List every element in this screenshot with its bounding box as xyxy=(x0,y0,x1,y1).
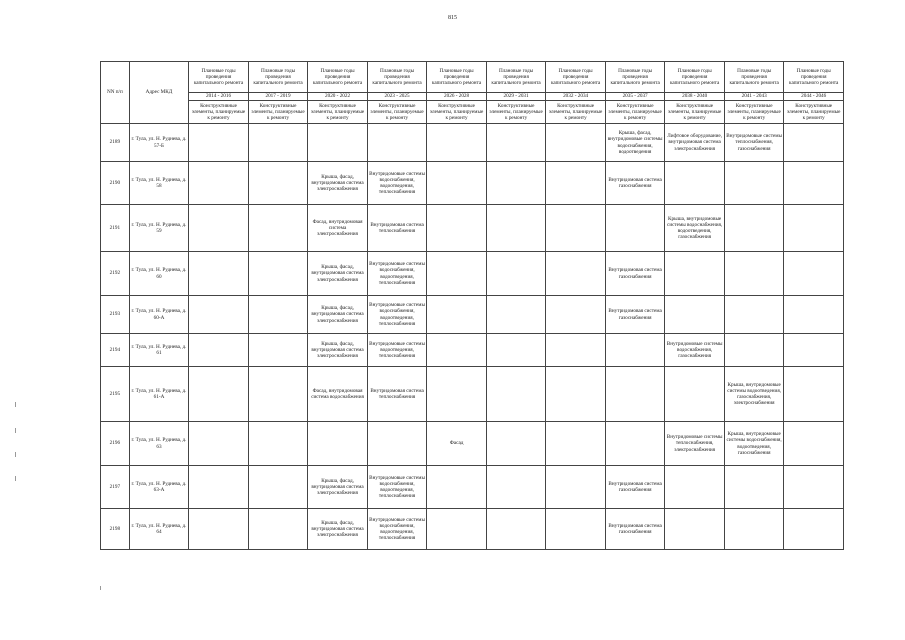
repair-cell: Крыша, фасад, внутридомовая система электроснабжения xyxy=(308,334,368,367)
repair-cell xyxy=(546,466,606,509)
repair-cell xyxy=(248,466,308,509)
repair-cell xyxy=(665,367,725,422)
column-header-elements-label: Конструктивные элементы, планируемые к ремонту xyxy=(605,101,665,124)
column-header-period: 2020 - 2022 xyxy=(308,93,368,101)
repair-cell xyxy=(189,466,249,509)
repair-cell xyxy=(248,252,308,296)
repair-cell xyxy=(486,422,546,466)
column-header-period: 2032 - 2034 xyxy=(546,93,606,101)
repair-cell: Внутридомовые системы водоотведения, теплоснабжения xyxy=(367,334,427,367)
repair-cell xyxy=(189,334,249,367)
repair-cell xyxy=(486,162,546,205)
repair-cell xyxy=(724,509,784,550)
repair-cell xyxy=(248,509,308,550)
column-header-period: 2014 - 2016 xyxy=(189,93,249,101)
table-body xyxy=(101,124,844,550)
repair-cell xyxy=(724,466,784,509)
repair-cell xyxy=(189,124,249,162)
repair-cell xyxy=(784,296,844,334)
repair-cell: Фасад xyxy=(427,422,487,466)
repair-cell: Внутридомовая система теплоснабжения xyxy=(367,367,427,422)
repair-cell: Внутридомовые системы теплоснабжения, газоснабжения xyxy=(724,124,784,162)
row-number: 2193 xyxy=(101,296,130,334)
repair-cell xyxy=(248,334,308,367)
repair-cell xyxy=(784,509,844,550)
repair-cell xyxy=(665,296,725,334)
repair-cell xyxy=(427,509,487,550)
repair-cell: Внутридомовые системы водоснабжения, водоотведения, теплоснабжения xyxy=(367,252,427,296)
repair-cell xyxy=(248,296,308,334)
repair-cell xyxy=(486,466,546,509)
repair-cell xyxy=(546,509,606,550)
column-header-elements-label: Конструктивные элементы, планируемые к ремонту xyxy=(486,101,546,124)
repair-cell: Крыша, внутридомовые системы водоотведения, газоснабжения, электроснабжения xyxy=(724,367,784,422)
repair-cell xyxy=(248,205,308,252)
repair-cell xyxy=(605,205,665,252)
table-row xyxy=(101,509,844,550)
row-number: 2197 xyxy=(101,466,130,509)
repair-cell xyxy=(605,422,665,466)
repair-cell: Внутридомовая система газоснабжения xyxy=(605,296,665,334)
column-header-period: 2023 - 2025 xyxy=(367,93,427,101)
repair-cell: Внутридомовые системы водоснабжения, водоотведения, теплоснабжения xyxy=(367,466,427,509)
column-header-period: 2044 - 2046 xyxy=(784,93,844,101)
column-header-plan-label: Плановые годы проведения капитального ремонта xyxy=(248,62,308,93)
repair-cell xyxy=(308,422,368,466)
repair-cell xyxy=(248,124,308,162)
column-header-elements-label: Конструктивные элементы, планируемые к ремонту xyxy=(665,101,725,124)
column-header-number: NN п/п xyxy=(101,62,130,124)
column-header-elements-label: Конструктивные элементы, планируемые к ремонту xyxy=(308,101,368,124)
row-number: 2196 xyxy=(101,422,130,466)
repair-cell: Крыша, фасад, внутридомовая система электроснабжения xyxy=(308,162,368,205)
row-number: 2194 xyxy=(101,334,130,367)
table-row xyxy=(101,466,844,509)
repair-cell xyxy=(427,124,487,162)
repair-cell xyxy=(486,296,546,334)
repair-cell: Внутридомовая система газоснабжения xyxy=(605,466,665,509)
repair-cell xyxy=(665,466,725,509)
repair-cell: Внутридомовые системы водоснабжения, водоотведения, теплоснабжения xyxy=(367,509,427,550)
repair-cell xyxy=(248,422,308,466)
repair-cell xyxy=(724,205,784,252)
repair-cell xyxy=(546,367,606,422)
row-number: 2191 xyxy=(101,205,130,252)
repair-cell xyxy=(486,367,546,422)
repair-cell: Внутридомовая система газоснабжения xyxy=(605,162,665,205)
repair-cell xyxy=(486,124,546,162)
page-number: 815 xyxy=(448,15,457,21)
table-row xyxy=(101,205,844,252)
column-header-elements-label: Конструктивные элементы, планируемые к ремонту xyxy=(784,101,844,124)
table-row xyxy=(101,334,844,367)
repair-cell xyxy=(367,422,427,466)
column-header-elements-label: Конструктивные элементы, планируемые к ремонту xyxy=(189,101,249,124)
repair-cell xyxy=(189,205,249,252)
row-number: 2192 xyxy=(101,252,130,296)
column-header-plan-label: Плановые годы проведения капитального ремонта xyxy=(427,62,487,93)
repair-cell xyxy=(427,334,487,367)
row-number: 2190 xyxy=(101,162,130,205)
repair-cell: Внутридомовая система теплоснабжения xyxy=(367,205,427,252)
repair-cell: Крыша, фасад, внутридомовые системы водоснабжения, водоотведения xyxy=(605,124,665,162)
table-row xyxy=(101,367,844,422)
capital-repair-table xyxy=(100,61,844,550)
margin-tick xyxy=(15,402,16,407)
repair-cell xyxy=(724,252,784,296)
repair-cell xyxy=(546,205,606,252)
repair-cell xyxy=(784,466,844,509)
column-header-period: 2029 - 2031 xyxy=(486,93,546,101)
column-header-plan-label: Плановые годы проведения капитального ремонта xyxy=(486,62,546,93)
repair-cell xyxy=(427,466,487,509)
repair-cell: Лифтовое оборудование, внутридомовая система электроснабжения xyxy=(665,124,725,162)
repair-cell xyxy=(546,124,606,162)
column-header-plan-label: Плановые годы проведения капитального ремонта xyxy=(367,62,427,93)
repair-cell: Внутридомовые системы теплоснабжения, электроснабжения xyxy=(665,422,725,466)
repair-cell xyxy=(486,334,546,367)
repair-cell xyxy=(665,509,725,550)
repair-cell: Внутридомовая система газоснабжения xyxy=(605,509,665,550)
column-header-elements-label: Конструктивные элементы, планируемые к ремонту xyxy=(724,101,784,124)
repair-cell xyxy=(427,252,487,296)
row-address: г. Тула, ул. Н. Руднева, д. 57-Б xyxy=(129,124,189,162)
repair-cell xyxy=(784,162,844,205)
row-number: 2195 xyxy=(101,367,130,422)
margin-tick xyxy=(100,586,101,590)
column-header-address: Адрес МКД xyxy=(129,62,189,124)
repair-cell: Внутридомовые системы водоснабжения, водоотведения, теплоснабжения xyxy=(367,296,427,334)
repair-cell xyxy=(189,367,249,422)
repair-cell xyxy=(784,252,844,296)
repair-cell xyxy=(784,334,844,367)
column-header-elements-label: Конструктивные элементы, планируемые к ремонту xyxy=(546,101,606,124)
column-header-period: 2017 - 2019 xyxy=(248,93,308,101)
column-header-plan-label: Плановые годы проведения капитального ремонта xyxy=(724,62,784,93)
repair-cell xyxy=(784,422,844,466)
repair-cell: Крыша, внутридомовые системы водоснабжения, водоотведения, газоснабжения xyxy=(665,205,725,252)
repair-cell xyxy=(784,205,844,252)
repair-cell xyxy=(665,252,725,296)
column-header-period: 2035 - 2037 xyxy=(605,93,665,101)
table-row xyxy=(101,422,844,466)
repair-cell: Внутридомовая система газоснабжения xyxy=(605,252,665,296)
column-header-elements-label: Конструктивные элементы, планируемые к ремонту xyxy=(427,101,487,124)
repair-cell xyxy=(189,162,249,205)
row-address: г. Тула, ул. Н. Руднева, д. 63 xyxy=(129,422,189,466)
repair-cell xyxy=(546,422,606,466)
repair-cell xyxy=(784,124,844,162)
row-address: г. Тула, ул. Н. Руднева, д. 61-А xyxy=(129,367,189,422)
row-address: г. Тула, ул. Н. Руднева, д. 64 xyxy=(129,509,189,550)
repair-cell xyxy=(427,296,487,334)
column-header-period: 2038 - 2040 xyxy=(665,93,725,101)
repair-cell xyxy=(486,252,546,296)
column-header-elements-label: Конструктивные элементы, планируемые к ремонту xyxy=(248,101,308,124)
repair-cell xyxy=(308,124,368,162)
repair-cell xyxy=(248,162,308,205)
repair-cell xyxy=(189,252,249,296)
repair-cell xyxy=(427,162,487,205)
margin-tick xyxy=(15,476,16,481)
repair-cell xyxy=(546,162,606,205)
row-number: 2198 xyxy=(101,509,130,550)
repair-cell: Фасад, внутридомовая система водоснабжения xyxy=(308,367,368,422)
table-row xyxy=(101,296,844,334)
repair-cell: Внутридомовые системы водоснабжения, водоотведения, теплоснабжения xyxy=(367,162,427,205)
repair-cell xyxy=(605,334,665,367)
repair-cell xyxy=(665,162,725,205)
row-address: г. Тула, ул. Н. Руднева, д. 60-А xyxy=(129,296,189,334)
repair-cell: Крыша, фасад, внутридомовая система электроснабжения xyxy=(308,509,368,550)
row-address: г. Тула, ул. Н. Руднева, д. 59 xyxy=(129,205,189,252)
column-header-period: 2026 - 2028 xyxy=(427,93,487,101)
repair-cell: Крыша, фасад, внутридомовая система электроснабжения xyxy=(308,296,368,334)
row-address: г. Тула, ул. Н. Руднева, д. 60 xyxy=(129,252,189,296)
row-address: г. Тула, ул. Н. Руднева, д. 63-А xyxy=(129,466,189,509)
column-header-plan-label: Плановые годы проведения капитального ремонта xyxy=(308,62,368,93)
repair-cell: Внутридомовые системы водоснабжения, газоснабжения xyxy=(665,334,725,367)
repair-cell xyxy=(724,334,784,367)
margin-tick xyxy=(15,452,16,457)
repair-cell xyxy=(724,296,784,334)
repair-cell xyxy=(189,509,249,550)
repair-cell xyxy=(427,205,487,252)
row-number: 2189 xyxy=(101,124,130,162)
repair-cell xyxy=(486,509,546,550)
table-header xyxy=(101,62,844,124)
repair-cell xyxy=(546,252,606,296)
repair-cell xyxy=(427,367,487,422)
repair-cell: Крыша, фасад, внутридомовая система электроснабжения xyxy=(308,466,368,509)
repair-cell xyxy=(784,367,844,422)
repair-cell xyxy=(605,367,665,422)
repair-cell: Крыша, внутридомовые системы водоснабжения, водоотведения, газоснабжения xyxy=(724,422,784,466)
repair-cell: Фасад, внутридомовая система электроснабжения xyxy=(308,205,368,252)
column-header-plan-label: Плановые годы проведения капитального ремонта xyxy=(189,62,249,93)
repair-cell xyxy=(486,205,546,252)
row-address: г. Тула, ул. Н. Руднева, д. 61 xyxy=(129,334,189,367)
repair-cell xyxy=(724,162,784,205)
column-header-plan-label: Плановые годы проведения капитального ремонта xyxy=(546,62,606,93)
column-header-elements-label: Конструктивные элементы, планируемые к ремонту xyxy=(367,101,427,124)
repair-cell xyxy=(546,334,606,367)
repair-cell: Крыша, фасад, внутридомовая система электроснабжения xyxy=(308,252,368,296)
repair-cell xyxy=(189,422,249,466)
margin-tick xyxy=(15,428,16,433)
column-header-plan-label: Плановые годы проведения капитального ремонта xyxy=(605,62,665,93)
table-row xyxy=(101,162,844,205)
repair-cell xyxy=(367,124,427,162)
column-header-plan-label: Плановые годы проведения капитального ремонта xyxy=(784,62,844,93)
repair-cell xyxy=(546,296,606,334)
table-row xyxy=(101,252,844,296)
column-header-plan-label: Плановые годы проведения капитального ремонта xyxy=(665,62,725,93)
row-address: г. Тула, ул. Н. Руднева, д. 58 xyxy=(129,162,189,205)
table-row xyxy=(101,124,844,162)
repair-cell xyxy=(248,367,308,422)
column-header-period: 2041 - 2043 xyxy=(724,93,784,101)
repair-cell xyxy=(189,296,249,334)
